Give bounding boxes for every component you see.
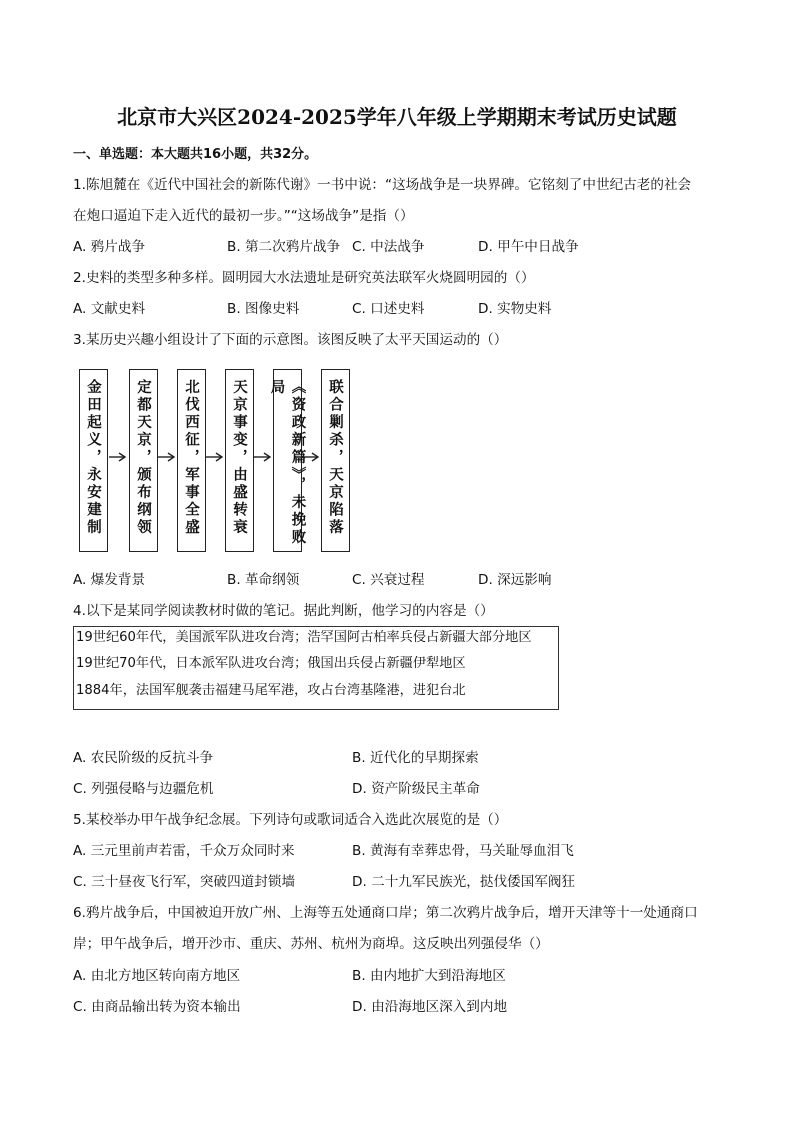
question-3-option-b: B. 革命纲领 — [227, 572, 300, 588]
flow-box-4-text: 天京事变，由盛转衰 — [231, 379, 248, 537]
question-4-option-d: D. 资产阶级民主革命 — [352, 781, 480, 797]
flow-box-6 — [321, 369, 350, 552]
flow-box-1-text: 金田起义，永安建制 — [85, 379, 102, 537]
question-6-option-d: D. 由沿海地区深入到内地 — [352, 999, 508, 1015]
flow-box-6-text: 联合剿杀，天京陷落 — [327, 379, 344, 537]
question-1-stem-line-1: 1.陈旭麓在《近代中国社会的新陈代谢》一书中说：“这场战争是一块界碑。它铭刻了中世纪古老的社会 — [73, 177, 692, 193]
question-5-stem: 5.某校举办甲午战争纪念展。下列诗句或歌词适合入选此次展览的是（） — [73, 812, 508, 828]
study-notes-box — [73, 626, 559, 710]
question-4-option-c: C. 列强侵略与边疆危机 — [73, 781, 214, 797]
question-1-option-d: D. 甲午中日战争 — [478, 239, 579, 255]
question-6-stem-line-2: 岸；甲午战争后，增开沙市、重庆、苏州、杭州为商埠。这反映出列强侵华（） — [73, 936, 549, 952]
flow-box-2-text: 定都天京，颁布纲领 — [135, 379, 152, 537]
question-6-stem-line-1: 6.鸦片战争后，中国被迫开放广州、上海等五处通商口岸；第二次鸦片战争后，增开天津等十一处通商口 — [73, 905, 698, 921]
question-4-stem: 4.以下是某同学阅读教材时做的笔记。据此判断，他学习的内容是（） — [73, 603, 494, 619]
question-1-option-c: C. 中法战争 — [352, 239, 425, 255]
flow-box-3-text: 北伐西征，军事全盛 — [183, 379, 200, 537]
right-arrow-icon — [109, 450, 129, 464]
question-2-stem: 2.史料的类型多种多样。圆明园大水法遗址是研究英法联军火烧圆明园的（） — [73, 270, 535, 286]
question-3-option-a: A. 爆发背景 — [73, 572, 146, 588]
right-arrow-icon — [158, 450, 178, 464]
question-6-option-b: B. 由内地扩大到沿海地区 — [352, 968, 506, 984]
section-heading: 一、单选题：本大题共16小题，共32分。 — [73, 147, 318, 162]
right-arrow-icon — [302, 450, 322, 464]
flow-box-3 — [177, 369, 206, 552]
question-2-option-a: A. 文献史料 — [73, 301, 146, 317]
flow-box-2 — [129, 369, 158, 552]
question-6-option-a: A. 由北方地区转向南方地区 — [73, 968, 241, 984]
note-line-3: 1884年，法国军舰袭击福建马尾军港，攻占台湾基隆港，进犯台北 — [76, 683, 466, 698]
question-3-option-d: D. 深远影响 — [478, 572, 552, 588]
question-5-option-b: B. 黄海有幸葬忠骨，马关耻辱血泪飞 — [352, 843, 574, 859]
question-1-stem-line-2: 在炮口逼迫下走入近代的最初一步。”“这场战争”是指（） — [73, 208, 414, 224]
flow-box-4 — [225, 369, 254, 552]
question-4-option-b: B. 近代化的早期探索 — [352, 750, 479, 766]
page-title: 北京市大兴区2024-2025学年八年级上学期期末考试历史试题 — [117, 105, 677, 129]
note-line-1: 19世纪60年代，美国派军队进攻台湾；浩罕国阿古柏率兵侵占新疆大部分地区 — [76, 630, 532, 645]
taiping-flow-diagram — [79, 369, 354, 555]
note-line-2: 19世纪70年代，日本派军队进攻台湾；俄国出兵侵占新疆伊犁地区 — [76, 656, 466, 671]
flow-box-5 — [268, 369, 307, 552]
flow-box-5-text: 《资政新篇》，未挽败局 — [268, 379, 307, 547]
question-5-option-a: A. 三元里前声若雷，千众万众同时来 — [73, 843, 295, 859]
question-3-stem: 3.某历史兴趣小组设计了下面的示意图。该图反映了太平天国运动的（） — [73, 332, 508, 348]
question-5-option-c: C. 三十昼夜飞行军，突破四道封锁墙 — [73, 874, 296, 890]
question-5-option-d: D. 二十九军民族光，挞伐倭国军阀狂 — [352, 874, 576, 890]
question-3-option-c: C. 兴衰过程 — [352, 572, 425, 588]
question-2-option-c: C. 口述史料 — [352, 301, 425, 317]
question-2-option-d: D. 实物史料 — [478, 301, 552, 317]
question-6-option-c: C. 由商品输出转为资本输出 — [73, 999, 241, 1015]
question-1-option-a: A. 鸦片战争 — [73, 239, 146, 255]
question-1-option-b: B. 第二次鸦片战争 — [227, 239, 341, 255]
flow-box-1 — [79, 369, 108, 552]
right-arrow-icon — [206, 450, 226, 464]
question-4-option-a: A. 农民阶级的反抗斗争 — [73, 750, 214, 766]
question-2-option-b: B. 图像史料 — [227, 301, 300, 317]
